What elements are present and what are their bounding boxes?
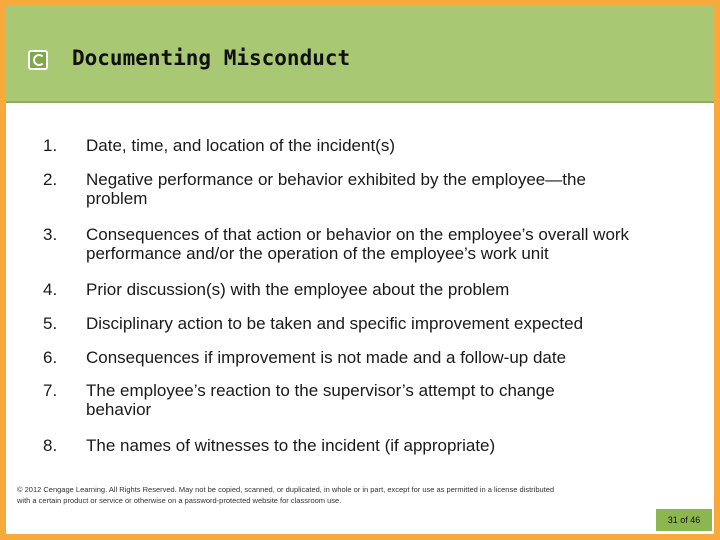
item-text: Disciplinary action to be taken and specific improvement expected	[86, 314, 584, 333]
page-of: of	[680, 515, 688, 525]
list-item	[43, 436, 495, 455]
list-item	[43, 280, 509, 299]
item-text: Negative performance or behavior exhibited by the employee—the problem	[86, 170, 586, 208]
page-number-badge	[656, 509, 712, 531]
slide-bullet-icon	[28, 50, 48, 70]
item-number: 6.	[43, 348, 58, 367]
item-number: 3.	[43, 225, 58, 244]
list-item	[43, 381, 586, 419]
item-number: 7.	[43, 381, 58, 400]
item-text: Date, time, and location of the incident(s)	[86, 136, 395, 155]
item-number: 2.	[43, 170, 58, 189]
item-number: 1.	[43, 136, 58, 155]
item-text: The names of witnesses to the incident (if appropriate)	[86, 436, 496, 455]
slide-header	[6, 6, 714, 103]
list-item	[43, 136, 395, 155]
item-number: 5.	[43, 314, 58, 333]
item-number: 8.	[43, 436, 58, 455]
slide	[6, 6, 714, 534]
item-number: 4.	[43, 280, 58, 299]
page-total: 46	[690, 515, 701, 525]
item-text: The employee’s reaction to the supervisor’s attempt to change behavior	[86, 381, 555, 419]
item-text: Prior discussion(s) with the employee about the problem	[86, 280, 510, 299]
list-item	[43, 348, 706, 367]
page-title: Documenting Misconduct	[72, 46, 351, 70]
item-text: Consequences of that action or behavior on the employee’s overall work performance and/or the operation of the employee’s work unit	[86, 225, 630, 263]
copyright-notice: © 2012 Cengage Learning. All Rights Reserved. May not be copied, scanned, or duplicated, in whole or in part, except for use as permitted in a license distributed with a certain product or service or otherwise on a password-protected website for classroom use.	[17, 485, 555, 505]
item-text: Consequences if improvement is not made and a follow-up date	[86, 348, 567, 367]
list-item	[43, 170, 626, 208]
list-item	[43, 225, 686, 263]
page-current: 31	[667, 515, 678, 525]
list-item	[43, 314, 706, 333]
